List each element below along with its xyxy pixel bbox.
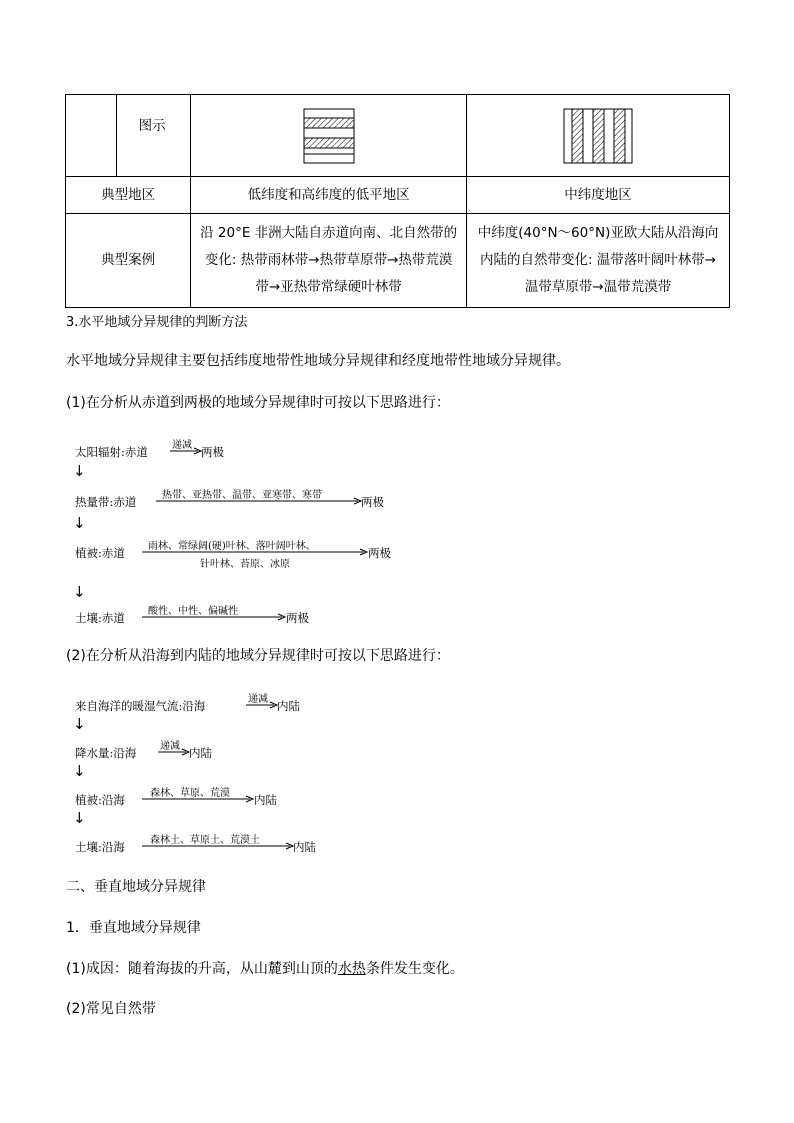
down-arrow-icon: ↓ (73, 715, 86, 733)
flow1-veg-above: 雨林、常绿阔(硬)叶林、落叶阔叶林、 (148, 541, 316, 552)
case-latitudinal (191, 214, 467, 308)
longitude-diagram-cell (467, 95, 730, 177)
flow2-airflow-above: 递减 (248, 694, 268, 705)
horizontal-bands-diagram (303, 108, 355, 164)
flow1-veg-end: 两极 (368, 546, 391, 560)
flow2-arrow3 (142, 795, 254, 803)
flow1-arrow4 (142, 613, 286, 621)
flow1-arrow1 (170, 447, 202, 455)
flow2-precip-end: 内陆 (189, 746, 212, 760)
down-arrow-icon: ↓ (73, 462, 86, 480)
down-arrow-icon: ↓ (73, 809, 86, 827)
part2-title: (2)在分析从沿海到内陆的地域分异规律时可按以下思路进行： (66, 648, 450, 664)
flow1-veg-below: 针叶林、苔原、冰原 (200, 559, 290, 570)
flow1-heat-above: 热带、亚热带、温带、亚寒带、寒带 (162, 490, 322, 501)
case-longitudinal-line3: 温带草原带→温带荒漠带 (524, 279, 672, 295)
flow1-soil-above: 酸性、中性、偏碱性 (148, 606, 238, 617)
flow1-heat-label: 热量带:赤道 (75, 495, 137, 509)
flow2-veg-end: 内陆 (254, 793, 277, 807)
empty-cell (66, 95, 117, 177)
part1-title: (1)在分析从赤道到两极的地域分异规律时可按以下思路进行： (66, 395, 450, 411)
section3-title: 3.水平地域分异规律的判断方法 (66, 315, 248, 330)
flow2-veg-label: 植被:沿海 (75, 793, 125, 807)
table-row-case (66, 214, 730, 308)
vertical-bands-diagram (563, 108, 633, 164)
region-longitudinal: 中纬度地区 (467, 177, 730, 214)
flow2-arrow2 (158, 748, 190, 756)
down-arrow-icon: ↓ (73, 514, 86, 532)
section3-intro: 水平地域分异规律主要包括纬度地带性地域分异规律和经度地带性地域分异规律。 (66, 353, 570, 369)
flow2-veg-above: 森林、草原、荒漠 (150, 788, 230, 799)
flow1-radiation-label: 太阳辐射:赤道 (75, 445, 148, 459)
flow2-soil-end: 内陆 (293, 840, 316, 854)
case-latitudinal-line2: 变化: 热带雨林带→热带草原带→热带荒漠 (204, 252, 453, 268)
flow2-airflow-end: 内陆 (277, 699, 300, 713)
case-longitudinal-line1: 中纬度(40°N～60°N)亚欧大陆从沿海向 (477, 225, 719, 241)
cause-suffix: 条件发生变化。 (365, 961, 464, 977)
down-arrow-icon: ↓ (73, 583, 86, 601)
case-latitudinal-line3: 带→亚热带常绿硬叶林带 (255, 279, 402, 295)
table-row-region (66, 177, 730, 214)
section-two-title: 二、垂直地域分异规律 (66, 879, 206, 895)
case-latitudinal-line1: 沿 20°E 非洲大陆自赤道向南、北自然带的 (200, 225, 458, 241)
flow1-soil-end: 两极 (286, 611, 309, 625)
flow2-airflow-label: 来自海洋的暖湿气流:沿海 (75, 699, 206, 713)
flow2-precip-above: 递减 (160, 741, 180, 752)
flow1-radiation-end: 两极 (201, 445, 224, 459)
flow1-veg-label: 植被:赤道 (75, 546, 125, 560)
flow2-soil-above: 森林土、草原土、荒漠土 (150, 835, 260, 846)
flow2-soil-label: 土壤:沿海 (75, 840, 125, 854)
row-label-case: 典型案例 (66, 214, 191, 308)
row-label-diagram: 图示 (116, 95, 191, 177)
common-belts-title: (2)常见自然带 (66, 1001, 156, 1017)
latitude-diagram-cell (191, 95, 467, 177)
case-longitudinal-line2: 内陆的自然带变化: 温带落叶阔叶林带→ (479, 252, 717, 268)
flow2-arrow4 (142, 842, 294, 850)
flow2-arrow1 (246, 701, 278, 709)
cause-prefix: (1)成因：随着海拔的升高，从山麓到山顶的 (66, 961, 338, 977)
case-longitudinal (467, 214, 730, 308)
region-latitudinal: 低纬度和高纬度的低平地区 (191, 177, 467, 214)
row-label-region: 典型地区 (66, 177, 191, 214)
flow1-heat-end: 两极 (361, 495, 384, 509)
cause-paragraph (66, 959, 464, 979)
flow1-arrow2 (156, 497, 362, 505)
table-row-diagram (66, 95, 730, 177)
down-arrow-icon: ↓ (73, 762, 86, 780)
comparison-table (65, 94, 730, 308)
cause-underlined: 水热 (337, 961, 366, 977)
flow1-soil-label: 土壤:赤道 (75, 611, 125, 625)
flow1-radiation-above: 递减 (172, 440, 192, 451)
sub1-title: 1．垂直地域分异规律 (66, 920, 201, 936)
flow2-precip-label: 降水量:沿海 (75, 746, 137, 760)
